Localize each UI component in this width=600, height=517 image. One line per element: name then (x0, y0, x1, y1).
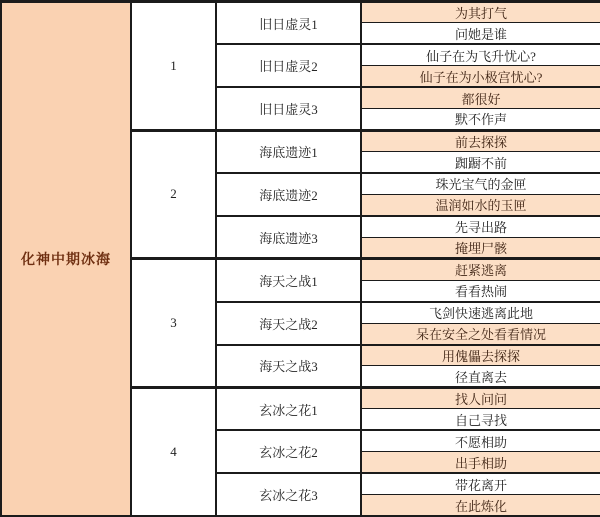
option-cell: 径直离去 (361, 366, 600, 387)
option-cell-recommended: 用傀儡去探探 (361, 345, 600, 366)
quest-name-cell: 玄冰之花1 (216, 387, 361, 430)
quest-name-cell: 旧日虚灵2 (216, 44, 361, 87)
option-cell: 飞剑快速逃离此地 (361, 302, 600, 323)
group-number-cell: 3 (131, 259, 216, 388)
option-cell: 踟蹰不前 (361, 152, 600, 173)
group-number-cell: 2 (131, 130, 216, 259)
group-number-cell: 1 (131, 2, 216, 131)
option-cell: 看看热闹 (361, 280, 600, 301)
option-cell-recommended: 赶紧逃离 (361, 259, 600, 280)
quest-name-cell: 旧日虚灵3 (216, 87, 361, 130)
option-cell: 自己寻找 (361, 409, 600, 430)
option-cell: 带花离开 (361, 473, 600, 494)
quest-name-cell: 海天之战1 (216, 259, 361, 302)
quest-name-cell: 海底遗迹1 (216, 130, 361, 173)
quest-name-cell: 海底遗迹2 (216, 173, 361, 216)
quest-name-cell: 海天之战2 (216, 302, 361, 345)
option-cell-recommended: 前去探探 (361, 130, 600, 151)
option-cell-recommended: 出手相助 (361, 452, 600, 473)
option-cell: 仙子在为飞升忧心? (361, 44, 600, 65)
quest-name-cell: 玄冰之花2 (216, 430, 361, 473)
option-cell: 不愿相助 (361, 430, 600, 451)
stage-label-cell: 化神中期冰海 (1, 2, 131, 517)
quest-name-cell: 海底遗迹3 (216, 216, 361, 259)
option-cell: 先寻出路 (361, 216, 600, 237)
option-cell: 问她是谁 (361, 23, 600, 44)
option-cell: 默不作声 (361, 109, 600, 130)
option-cell-recommended: 都很好 (361, 87, 600, 108)
option-cell: 珠光宝气的金匣 (361, 173, 600, 194)
option-cell-recommended: 温润如水的玉匣 (361, 194, 600, 215)
quest-name-cell: 玄冰之花3 (216, 473, 361, 516)
group-number-cell: 4 (131, 387, 216, 516)
option-cell-recommended: 呆在安全之处看看情况 (361, 323, 600, 344)
table-row (1, 2, 600, 23)
quest-name-cell: 旧日虚灵1 (216, 2, 361, 45)
option-cell-recommended: 掩埋尸骸 (361, 237, 600, 258)
quest-name-cell: 海天之战3 (216, 345, 361, 388)
choices-table-body (1, 2, 600, 517)
option-cell-recommended: 仙子在为小极宫忧心? (361, 66, 600, 87)
option-cell-recommended: 在此炼化 (361, 495, 600, 516)
option-cell-recommended: 为其打气 (361, 2, 600, 23)
option-cell-recommended: 找人问问 (361, 387, 600, 408)
